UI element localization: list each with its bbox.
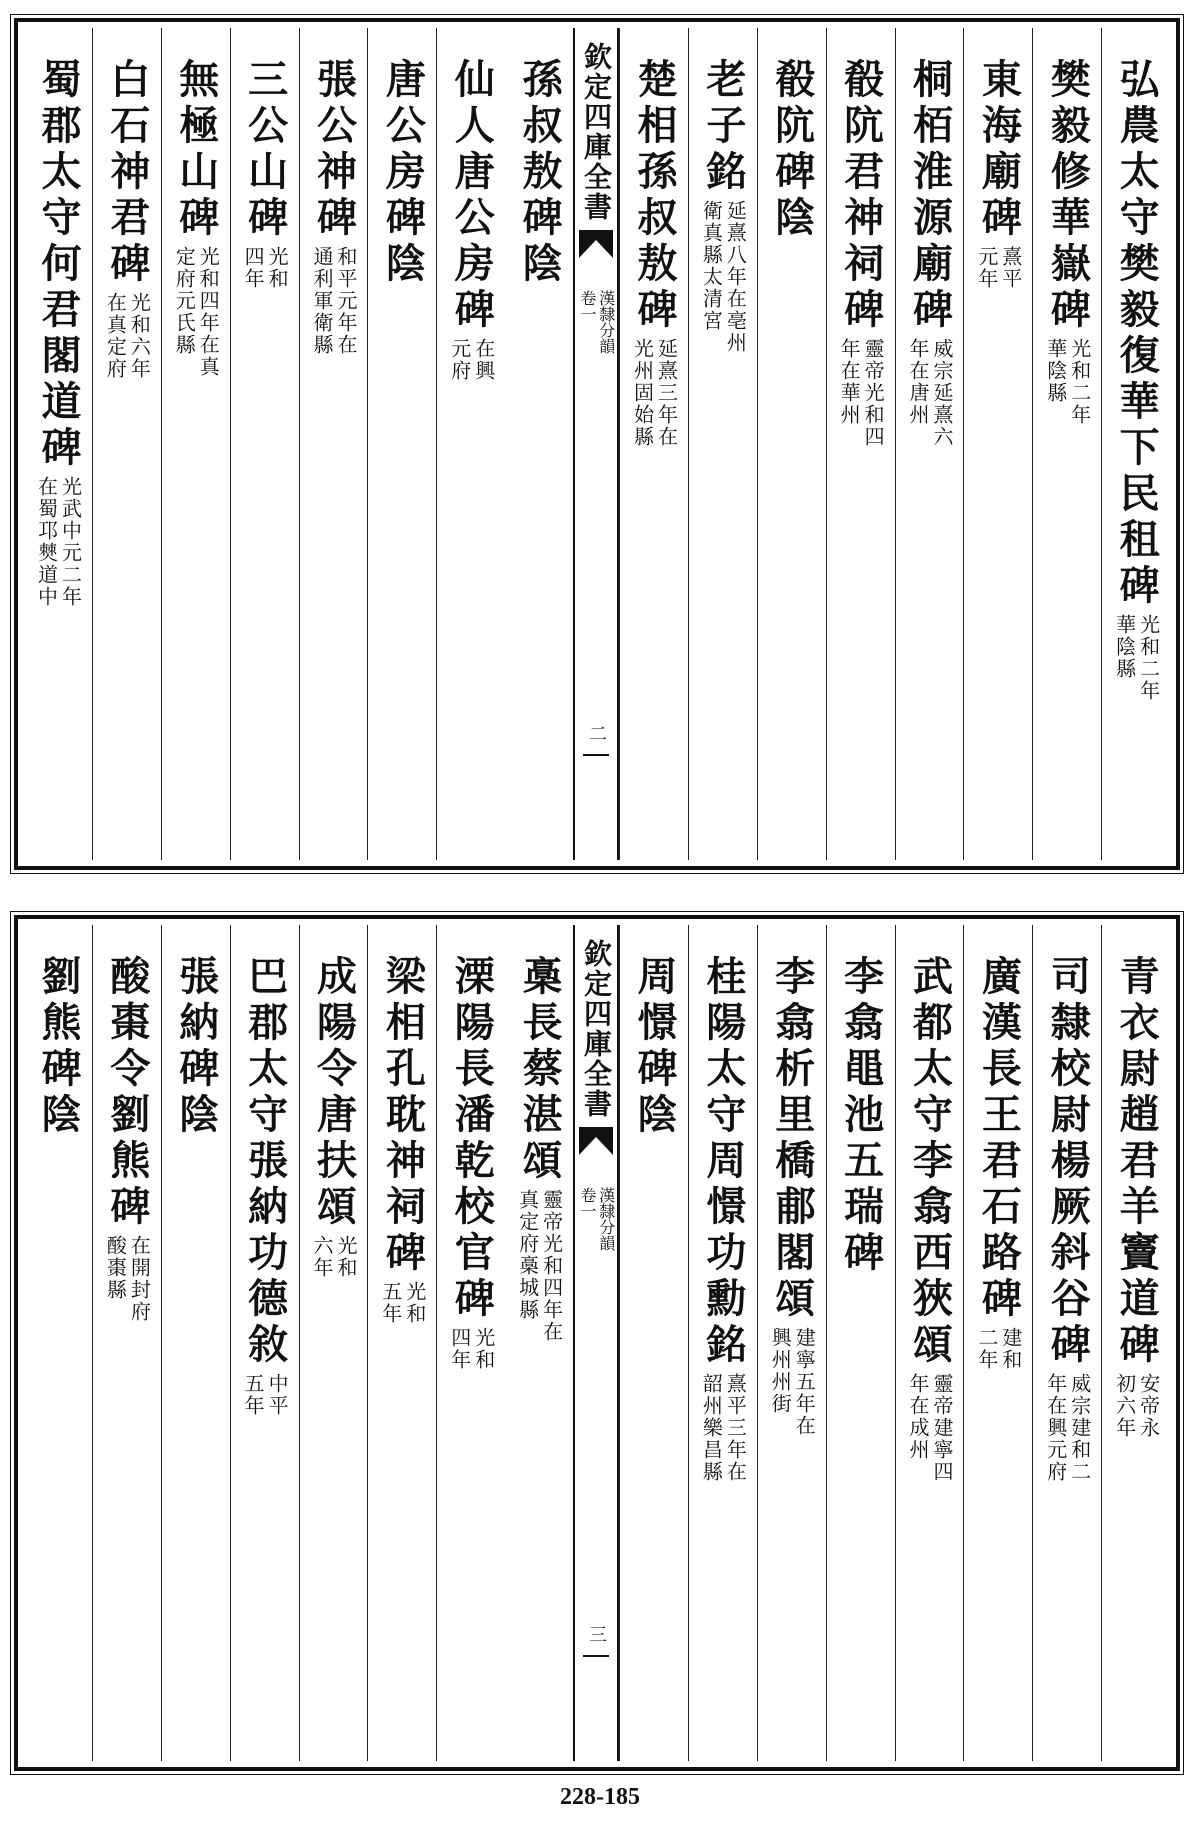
inscription-title: 老子銘: [699, 58, 747, 196]
inscription-title: 青衣尉趙君羊竇道碑: [1113, 955, 1161, 1369]
note-line: 光和: [333, 1235, 358, 1279]
inscription-column: [963, 28, 1032, 860]
inscription-title: 成陽令唐扶頌: [310, 955, 358, 1231]
inscription-title: 殽阬君神祠碑: [837, 58, 885, 334]
inscription-column: [1032, 28, 1101, 860]
note-line: 建和: [998, 1327, 1023, 1371]
note-line: 光州固始縣: [630, 338, 655, 448]
inscription-column: [299, 28, 368, 860]
inscription-note: [103, 292, 152, 380]
note-line: 在開封府: [127, 1235, 152, 1323]
note-line: 建寧五年在: [792, 1327, 817, 1437]
folio-rule: [583, 1655, 609, 1657]
inscription-title: 溧陽長潘乾校官碑: [448, 955, 496, 1323]
note-line: 五年: [241, 1373, 266, 1417]
note-line: 通利軍衛縣: [309, 246, 334, 356]
top-page: [14, 18, 1180, 870]
inscription-note: [699, 200, 748, 354]
inscription-column: [24, 28, 92, 860]
inscription-title: 蜀郡太守何君閣道碑: [34, 58, 82, 472]
fishtail-ornament: [579, 1127, 613, 1175]
note-line: 光和六年: [127, 292, 152, 380]
inscription-column: [92, 28, 161, 860]
page-number: 228-185: [560, 1784, 640, 1810]
top-columns: [24, 28, 1170, 860]
inscription-note: [907, 1373, 952, 1483]
inscription-title: 廣漢長王君石路碑: [975, 955, 1023, 1323]
sub-title: 漢隸分韻: [596, 290, 616, 354]
inscription-note: [449, 338, 494, 382]
note-line: 光和四年在真: [196, 246, 221, 378]
note-line: 光武中元二年: [58, 476, 83, 608]
inscription-note: [172, 246, 221, 378]
inscription-title: 桂陽太守周憬功勳銘: [699, 955, 747, 1369]
inscription-column: [505, 925, 573, 1761]
inscription-column: [436, 28, 505, 860]
inscription-note: [103, 1235, 152, 1323]
inscription-column: [757, 28, 826, 860]
inscription-title: 桐栢淮源廟碑: [906, 58, 954, 334]
note-line: 五年: [378, 1281, 403, 1325]
inscription-title: 孫叔敖碑陰: [516, 58, 564, 288]
note-line: 中平: [265, 1373, 290, 1417]
book-title: 欽定四庫全書: [580, 42, 613, 222]
inscription-title: 槀長蔡湛頌: [516, 955, 564, 1185]
inscription-title: 楚相孫叔敖碑: [630, 58, 678, 334]
inscription-note: [630, 338, 679, 448]
note-line: 華陰縣: [1043, 338, 1068, 404]
note-line: 年在華州: [837, 338, 862, 426]
note-line: 靈帝光和四: [861, 338, 886, 448]
inscription-title: 司隸校尉楊厥斜谷碑: [1044, 955, 1092, 1369]
note-line: 在蜀邛僰道中: [34, 476, 59, 608]
folio-number: 二: [586, 724, 607, 742]
bottom-page: [14, 915, 1180, 1771]
inscription-note: [1045, 338, 1090, 426]
inscription-note: [1114, 1373, 1159, 1439]
note-line: 六年: [309, 1235, 334, 1279]
inscription-note: [907, 338, 952, 448]
inscription-note: [1045, 1373, 1090, 1483]
note-line: 二年: [974, 1327, 999, 1371]
note-line: 靈帝光和四年在: [539, 1189, 564, 1343]
note-line: 元府: [447, 338, 472, 382]
volume-label: 卷一: [578, 1187, 597, 1219]
note-line: 光和: [471, 1327, 496, 1371]
inscription-column: [1101, 28, 1170, 860]
folio-rule: [583, 754, 609, 756]
inscription-note: [449, 1327, 494, 1371]
inscription-column: [92, 925, 161, 1761]
note-line: 年在成州: [905, 1373, 930, 1461]
inscription-title: 樊毅修華嶽碑: [1044, 58, 1092, 334]
inscription-column: [895, 28, 964, 860]
inscription-title: 周憬碑陰: [630, 955, 678, 1139]
inscription-note: [768, 1327, 817, 1437]
inscription-column: [1101, 925, 1170, 1761]
inscription-column: [436, 925, 505, 1761]
inscription-column: [24, 925, 92, 1761]
inscription-note: [837, 338, 886, 448]
inscription-note: [699, 1373, 748, 1483]
note-line: 元年: [974, 246, 999, 290]
note-line: 衛真縣太清宮: [699, 200, 724, 332]
inscription-note: [311, 1235, 356, 1279]
inscription-title: 武都太守李翕西狹頌: [906, 955, 954, 1369]
inscription-note: [976, 246, 1021, 290]
inscription-title: 張公神碑: [310, 58, 358, 242]
note-line: 熹平三年在: [723, 1373, 748, 1483]
inscription-note: [241, 246, 290, 290]
note-line: 興州州街: [768, 1327, 793, 1415]
note-line: 和平元年在: [333, 246, 358, 356]
inscription-note: [311, 246, 356, 356]
fishtail-ornament: [579, 230, 613, 278]
inscription-title: 白石神君碑: [103, 58, 151, 288]
note-line: 熹平: [998, 246, 1023, 290]
note-line: 安帝永: [1136, 1373, 1161, 1439]
folio-number: 三: [586, 1625, 607, 1643]
inscription-column: [367, 925, 436, 1761]
inscription-column: [826, 925, 895, 1761]
note-line: 在興: [471, 338, 496, 382]
inscription-title: 張納碑陰: [172, 955, 220, 1139]
inscription-title: 弘農太守樊毅復華下民租碑: [1113, 58, 1161, 610]
inscription-column: [963, 925, 1032, 1761]
inscription-column: [757, 925, 826, 1761]
note-line: 威宗建和二: [1067, 1373, 1092, 1483]
note-line: 年在興元府: [1043, 1373, 1068, 1483]
inscription-column: [161, 28, 230, 860]
note-line: 年在唐州: [905, 338, 930, 426]
note-line: 威宗延熹六: [929, 338, 954, 448]
inscription-column: [230, 28, 299, 860]
bottom-columns: [24, 925, 1170, 1761]
inscription-column: [619, 925, 688, 1761]
note-line: 真定府槀城縣: [515, 1189, 540, 1321]
inscription-title: 唐公房碑陰: [379, 58, 427, 288]
inscription-title: 三公山碑: [241, 58, 289, 242]
inscription-column: [367, 28, 436, 860]
inscription-title: 巴郡太守張納功德敘: [241, 955, 289, 1369]
inscription-title: 東海廟碑: [975, 58, 1023, 242]
inscription-column: [161, 925, 230, 1761]
inscription-title: 殽阬碑陰: [768, 58, 816, 242]
inscription-title: 酸棗令劉熊碑: [103, 955, 151, 1231]
center-subtitle: [578, 290, 614, 354]
note-line: 光和二年: [1067, 338, 1092, 426]
inscription-column: [895, 925, 964, 1761]
sub-title: 漢隸分韻: [596, 1187, 616, 1251]
center-subtitle: [578, 1187, 614, 1251]
inscription-title: 李翕黽池五瑞碑: [837, 955, 885, 1277]
inscription-column: [688, 925, 757, 1761]
note-line: 光和: [402, 1281, 427, 1325]
inscription-column: [230, 925, 299, 1761]
volume-label: 卷一: [578, 290, 597, 322]
inscription-column: [826, 28, 895, 860]
inscription-title: 無極山碑: [172, 58, 220, 242]
note-line: 延熹三年在: [654, 338, 679, 448]
note-line: 延熹八年在亳州: [723, 200, 748, 354]
book-title: 欽定四庫全書: [580, 939, 613, 1119]
note-line: 酸棗縣: [103, 1235, 128, 1301]
inscription-note: [517, 1189, 562, 1343]
note-line: 靈帝建寧四: [929, 1373, 954, 1483]
inscription-column: [1032, 925, 1101, 1761]
note-line: 光和: [265, 246, 290, 290]
note-line: 光和二年: [1136, 614, 1161, 702]
inscription-title: 劉熊碑陰: [34, 955, 82, 1139]
note-line: 四年: [447, 1327, 472, 1371]
inscription-title: 梁相孔耽神祠碑: [379, 955, 427, 1277]
inscription-column: [505, 28, 573, 860]
inscription-column: [688, 28, 757, 860]
center-fold: [573, 925, 619, 1761]
inscription-note: [380, 1281, 425, 1325]
inscription-note: [241, 1373, 290, 1417]
note-line: 四年: [241, 246, 266, 290]
inscription-note: [1114, 614, 1159, 702]
inscription-note: [34, 476, 83, 608]
note-line: 初六年: [1112, 1373, 1137, 1439]
note-line: 在真定府: [103, 292, 128, 380]
inscription-note: [976, 1327, 1021, 1371]
note-line: 韶州樂昌縣: [699, 1373, 724, 1483]
inscription-title: 仙人唐公房碑: [448, 58, 496, 334]
inscription-column: [299, 925, 368, 1761]
note-line: 華陰縣: [1112, 614, 1137, 680]
inscription-column: [619, 28, 688, 860]
center-fold: [573, 28, 619, 860]
inscription-title: 李翕析里橋郙閣頌: [768, 955, 816, 1323]
note-line: 定府元氏縣: [172, 246, 197, 356]
